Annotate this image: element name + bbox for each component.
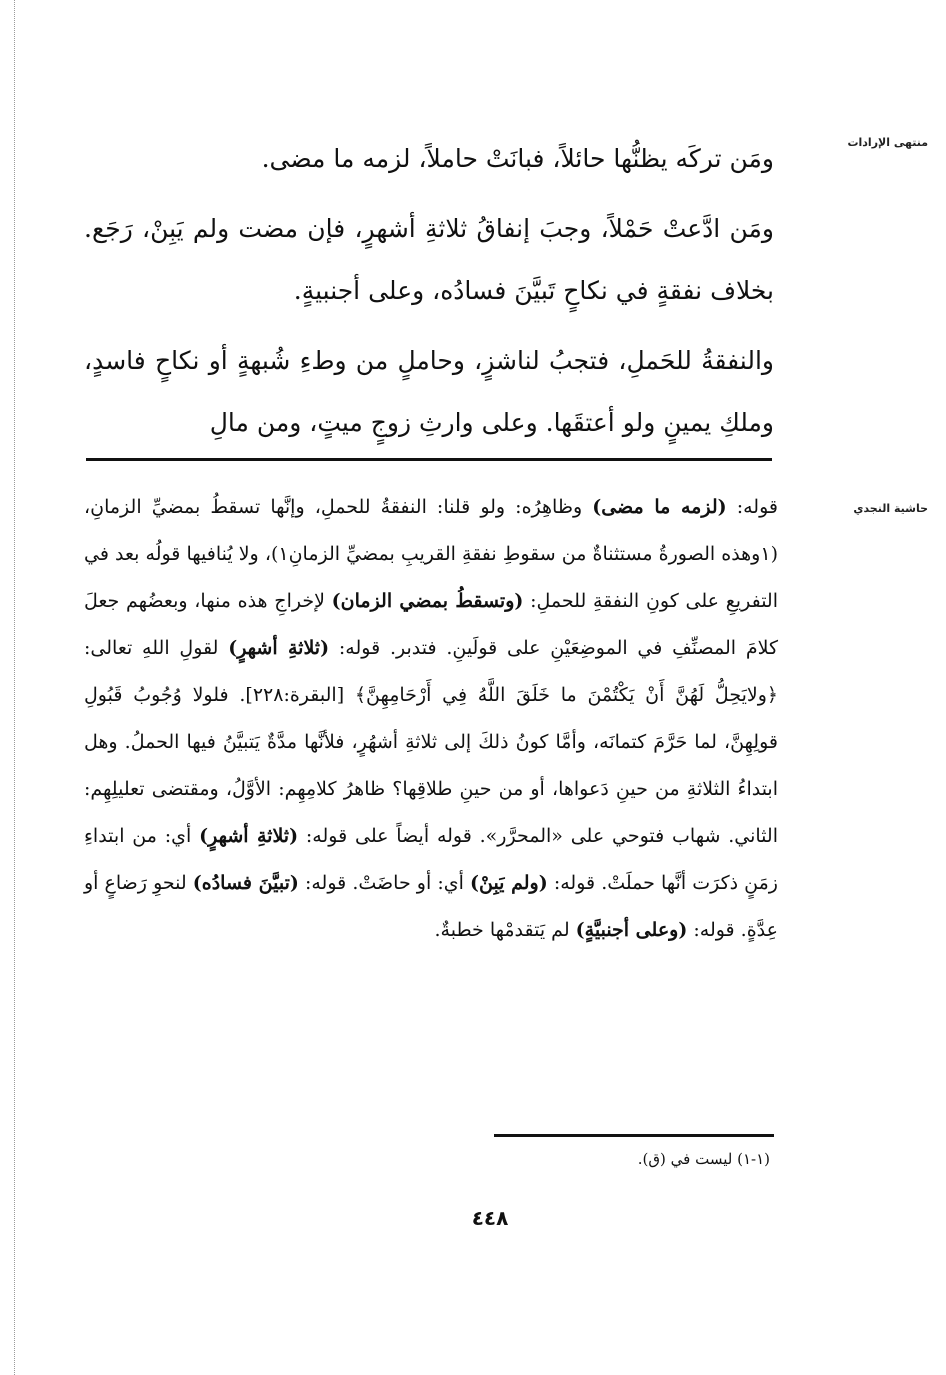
commentary-text: قوله: (726, 496, 778, 518)
commentary-headword: (ثلاثةِ أشهرٍ) (228, 637, 330, 659)
commentary-text: أي: من ابتداءِ زمَنٍ ذكرَت أنَّها حملَتْ. قوله: (84, 825, 778, 894)
main-paragraph-1: ومَن تركَه يظنُّها حائلاً، فبانَتْ حاملاً، لزمه ما مضى. (261, 144, 774, 173)
commentary-text: لنحوِ رَضاعٍ أو عِدَّةٍ. قوله: (84, 872, 778, 941)
commentary-headword: (لزمه ما مضى) (592, 496, 727, 518)
footnote: (١-١) ليست في (ق). (637, 1150, 770, 1168)
footnote-divider (494, 1134, 774, 1137)
commentary-text: لم يَتقدمْها خطبةٌ. (434, 919, 576, 941)
running-header-label: منتهى الإرادات (847, 136, 928, 149)
commentary-headword: (تبيَّنَ فسادُه) (192, 872, 299, 894)
main-text-block (84, 128, 774, 454)
commentary-label: حاشية النجدي (853, 502, 928, 515)
commentary-headword: (وعلى أجنبيَّةٍ) (575, 919, 688, 941)
page-number: ٤٤٨ (471, 1206, 509, 1230)
commentary-headword: (ثلاثةِ أشهرٍ) (199, 825, 299, 847)
main-paragraph-2: ومَن ادَّعتْ حَمْلاً، وجبَ إنفاقُ ثلاثةِ أشهرٍ، فإن مضت ولم يَبِنْ، رَجَع. بخلاف نفقةٍ في نكاحٍ تَبيَّنَ فسادُه، وعلى أجنبيةٍ. (84, 214, 774, 305)
commentary-block (84, 484, 778, 954)
commentary-text: لقولِ اللهِ تعالى: ﴿ولايَحِلُّ لَهُنَّ أَنْ يَكْتُمْنَ ما خَلَقَ اللَّهُ فِي أَرْحَامِهِنَّ﴾ [البقرة:٢٢٨]. فلولا وُجُوبُ قَبُولِ قولِهِنَّ، لما حَرَّمَ كتمانَه، وأمَّا كونُ ذلكَ إلى ثلاثةِ أشهُرٍ، فلأنَّها مدَّةٌ يَتبيَّنُ فيها الحملُ. وهل ابتداءُ الثلاثةِ من حينِ دَعواها، أو من حينِ طلاقِها؟ ظاهرُ كلامِهِم: الأوَّلُ، ومقتضى تعليلِهِم: الثاني. شهاب فتوحي على «المحرَّر». قوله أيضاً على قوله: (84, 637, 779, 847)
left-gutter-dotted-line (14, 0, 15, 1375)
commentary-headword: (وتسقطُ بمضي الزمان) (331, 590, 524, 612)
commentary-text: لإخراجِ هذه منها، وبعضُهم جعلَ كلامَ المصنِّفِ في الموضِعَيْنِ على قولَينِ. فتدبر. قوله: (84, 590, 778, 659)
section-divider (86, 458, 772, 461)
commentary-text: أي: أو حاضَتْ. قوله: (298, 872, 470, 894)
commentary-text: وظاهِرُه: ولو قلنا: النفقةُ للحملِ، وإنَّها تسقطُ بمضيِّ الزمانِ، (١وهذه الصورةُ مستثناةٌ من سقوطِ نفقةِ القريبِ بمضيِّ الزمانِ١)، ولا يُنافيها قولُه بعد في التفريعِ على كونِ النفقةِ للحملِ: (84, 496, 778, 612)
commentary-headword: (ولم يَبِنْ) (469, 872, 548, 894)
main-paragraph-3: والنفقةُ للحَملِ، فتجبُ لناشزٍ، وحاملٍ من وطءِ شُبهةٍ أو نكاحٍ فاسدٍ، وملكِ يمينٍ ولو أعتقَها. وعلى وارثِ زوجٍ ميتٍ، ومن مالِ (84, 346, 774, 437)
